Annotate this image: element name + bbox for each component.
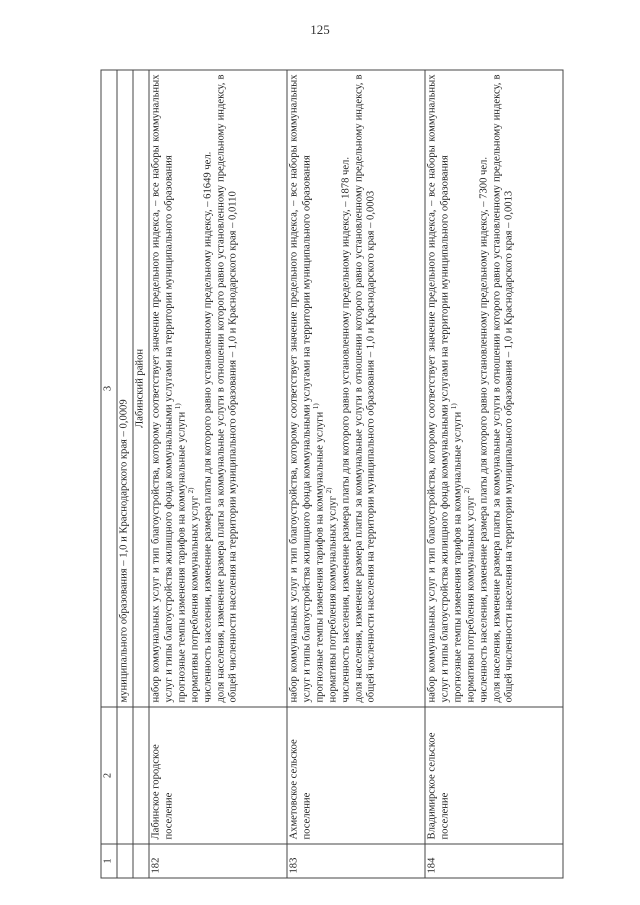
tariffs-line: прогнозные темпы изменения тарифов на коммунальные услуги <box>452 411 464 703</box>
footnote-mark: 2) <box>324 487 333 494</box>
continuation-row <box>117 70 133 878</box>
indices-table <box>101 70 564 879</box>
settlement-name: Лабинское городское поселение <box>149 707 287 844</box>
region-title: Лабинский район <box>133 70 149 707</box>
footnote-mark: 1) <box>311 403 320 410</box>
rotated-table-frame <box>101 71 556 879</box>
row-number: 184 <box>425 844 563 878</box>
tariffs-line: прогнозные темпы изменения тарифов на коммунальные услуги <box>314 411 326 703</box>
row-number: 182 <box>149 844 287 878</box>
header-row <box>101 70 117 878</box>
norms-line: нормативы потребления коммунальных услуг <box>189 496 201 703</box>
population-line: численность населения, изменение размера платы для которого равно установленному предельному индексу, – 7300 чел. <box>478 157 490 703</box>
share-line: доля населения, изменение размера платы за коммунальные услуги в отношении которого равно установленному предельному индексу, в общей численности населения на территории муниципального образования – 1,0 и Краснодарского края – 0,0110 <box>215 74 239 703</box>
share-line: доля населения, изменение размера платы за коммунальные услуги в отношении которого равно установленному предельному индексу, в общей численности населения на территории муниципального образования – 1,0 и Краснодарского края – 0,0013 <box>491 74 515 703</box>
share-line: доля населения, изменение размера платы за коммунальные услуги в отношении которого равно установленному предельному индексу, в общей численности населения на территории муниципального образования – 1,0 и Краснодарского края – 0,0003 <box>353 74 377 703</box>
norms-line: нормативы потребления коммунальных услуг <box>465 496 477 703</box>
norms-line: нормативы потребления коммунальных услуг <box>327 496 339 703</box>
footnote-mark: 2) <box>462 487 471 494</box>
table-row <box>149 70 287 878</box>
region-row <box>133 70 149 878</box>
settlement-description <box>149 70 287 707</box>
settlement-description <box>287 70 425 707</box>
page-number: 125 <box>310 22 330 37</box>
tariffs-line: прогнозные темпы изменения тарифов на коммунальные услуги <box>176 411 188 703</box>
table-row <box>425 70 563 878</box>
header-col-3: 3 <box>101 70 117 707</box>
settlement-name: Владимирское сельское поселение <box>425 707 563 844</box>
services-line: набор коммунальных услуг и тип благоустройства, которому соответствует значение предельного индекса, – все наборы коммунальных услуг и типы благоустройства жилищного фонда коммунальными услугами на территории муниципального образования <box>426 74 451 703</box>
population-line: численность населения, изменение размера платы для которого равно установленному предельному индексу, – 61649 чел. <box>202 151 214 703</box>
settlement-name: Ахметовское сельское поселение <box>287 707 425 844</box>
footnote-mark: 1) <box>449 403 458 410</box>
population-line: численность населения, изменение размера платы для которого равно установленному предельному индексу, – 1878 чел. <box>340 157 352 703</box>
settlement-description <box>425 70 563 707</box>
header-col-2: 2 <box>101 707 117 844</box>
continuation-text: муниципального образования – 1,0 и Краснодарского края – 0,0009 <box>117 70 133 707</box>
row-number: 183 <box>287 844 425 878</box>
services-line: набор коммунальных услуг и тип благоустройства, которому соответствует значение предельного индекса, – все наборы коммунальных услуг и типы благоустройства жилищного фонда коммунальными услугами на территории муниципального образования <box>150 74 175 703</box>
footnote-mark: 1) <box>173 403 182 410</box>
header-col-1: 1 <box>101 844 117 878</box>
services-line: набор коммунальных услуг и тип благоустройства, которому соответствует значение предельного индекса, – все наборы коммунальных услуг и типы благоустройства жилищного фонда коммунальными услугами на территории муниципального образования <box>288 74 313 703</box>
footnote-mark: 2) <box>186 487 195 494</box>
table-row <box>287 70 425 878</box>
